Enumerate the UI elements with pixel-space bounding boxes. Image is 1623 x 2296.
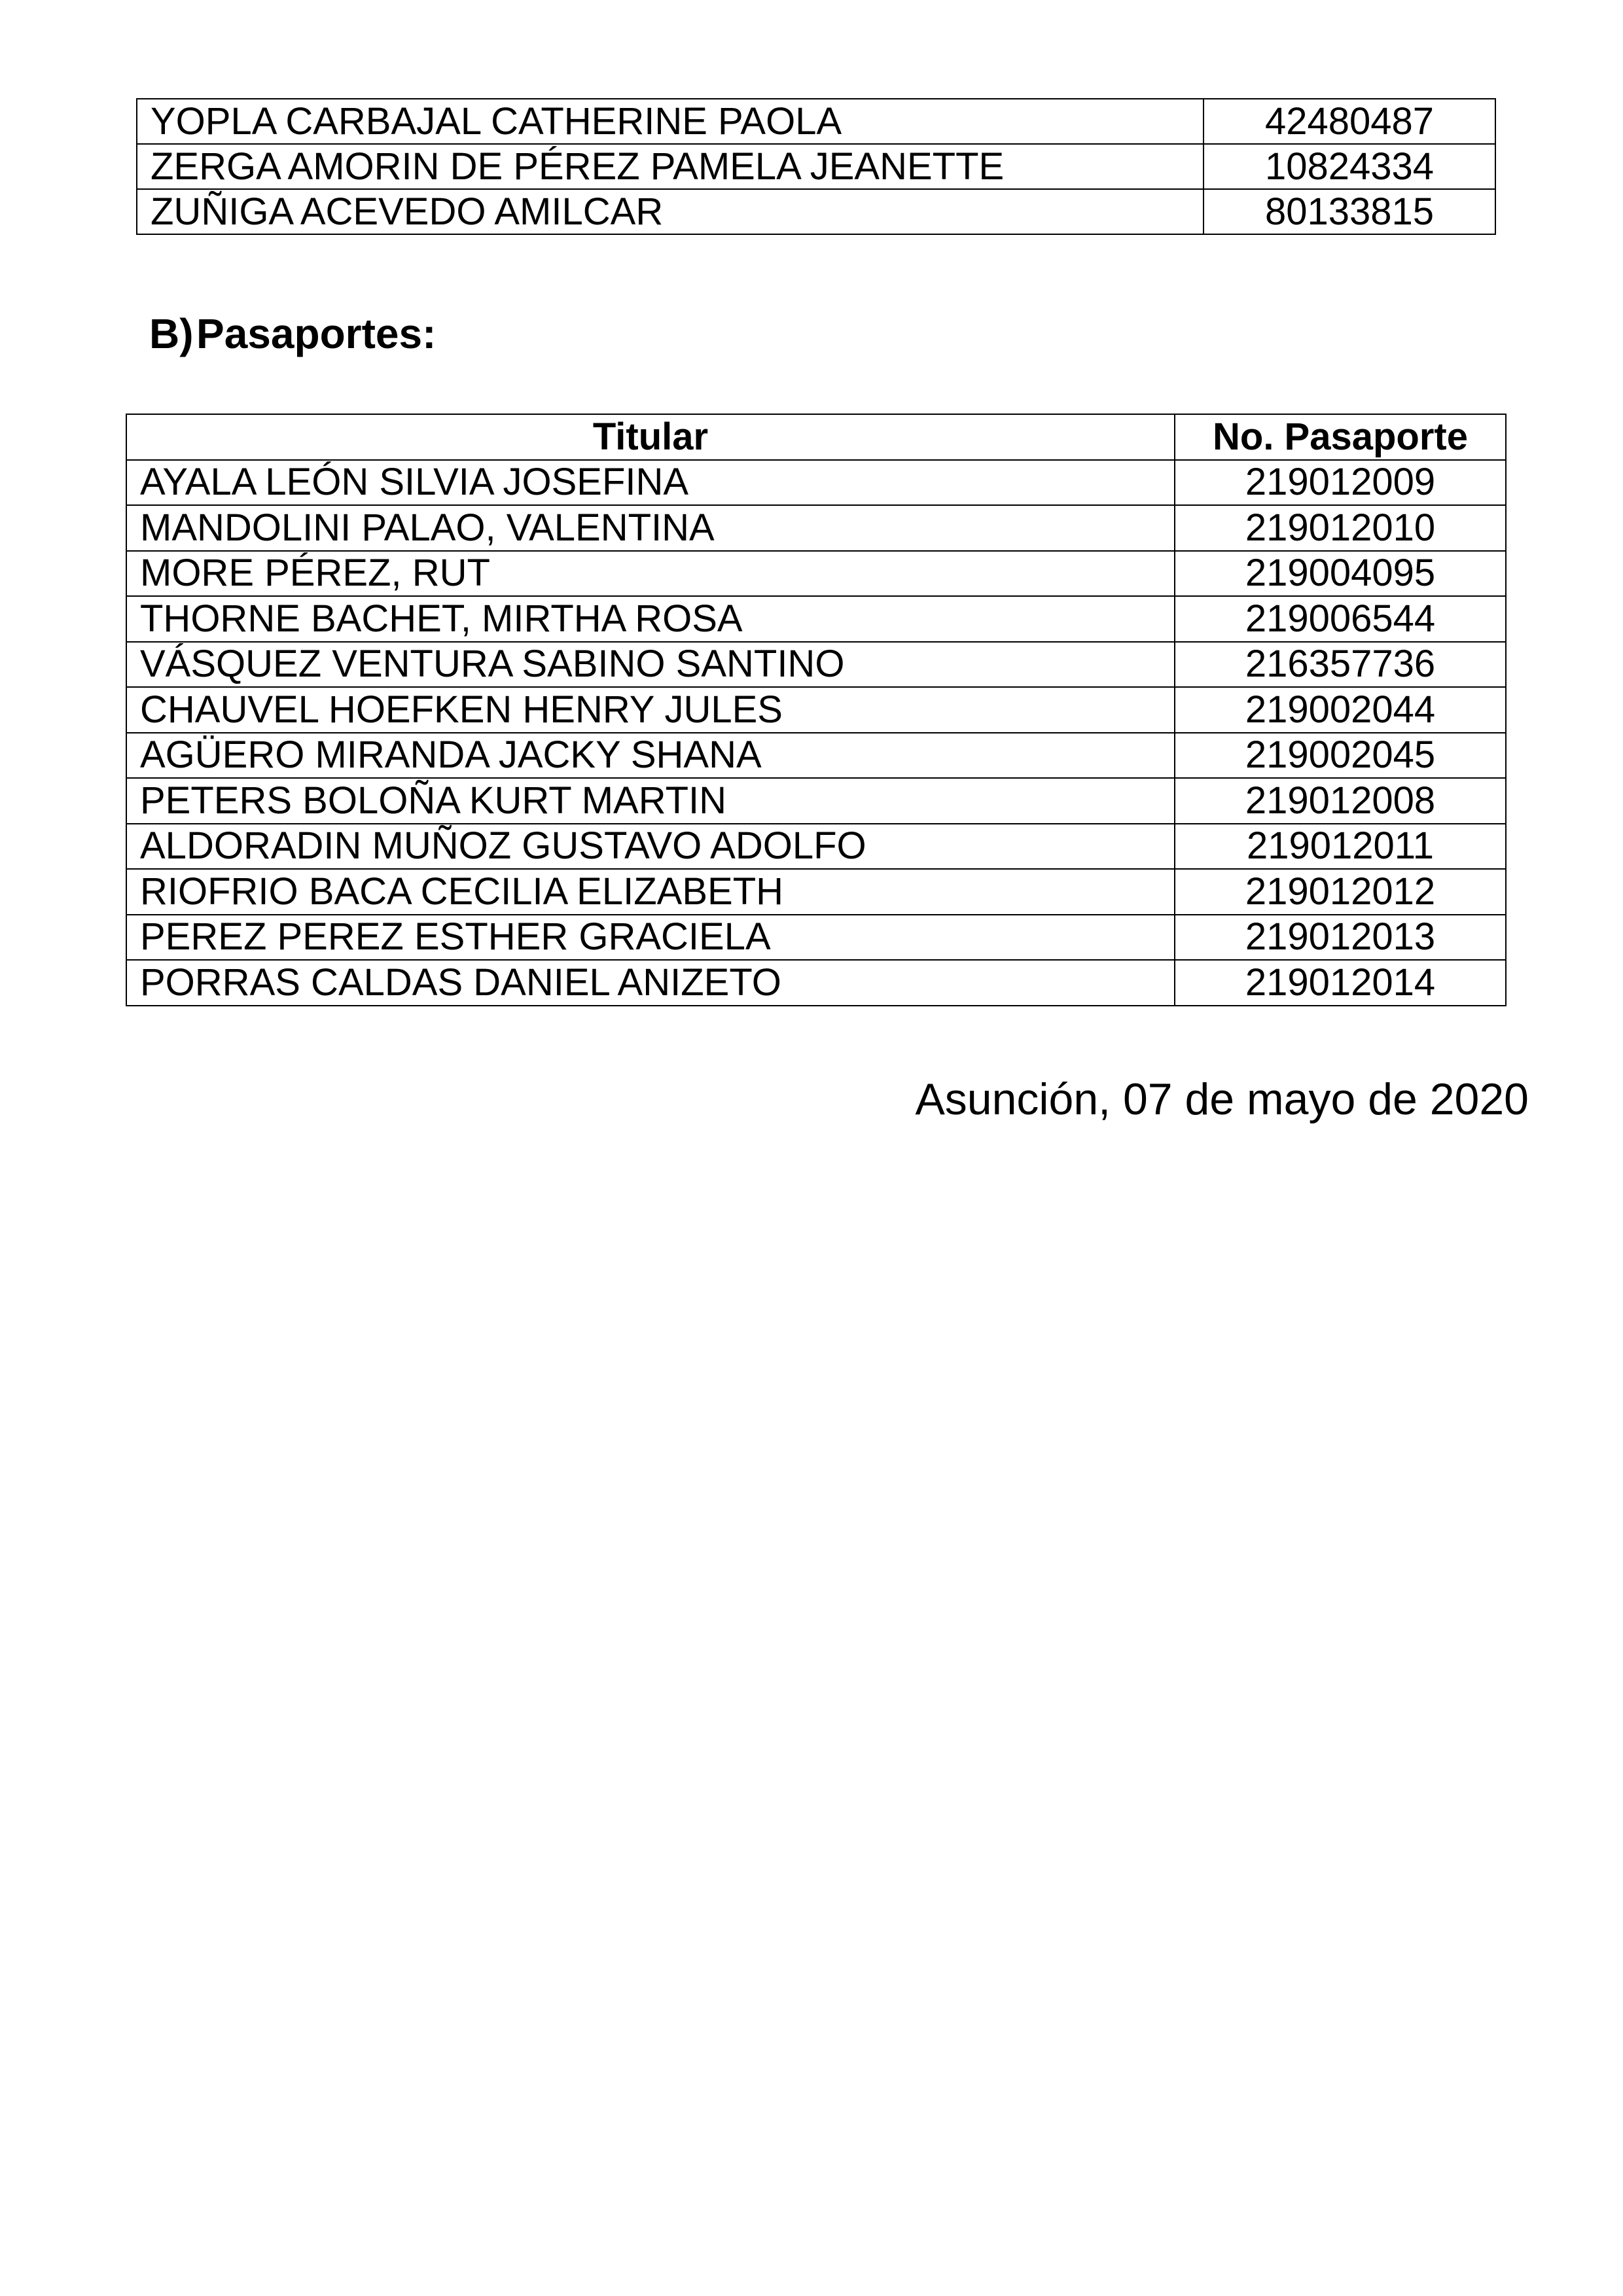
holder-name-cell: MANDOLINI PALAO, VALENTINA xyxy=(126,505,1175,551)
document-id-table xyxy=(136,98,1496,235)
holder-name-cell: ZERGA AMORIN DE PÉREZ PAMELA JEANETTE xyxy=(137,144,1204,189)
passport-number-cell: 216357736 xyxy=(1175,642,1506,688)
document-number-cell: 10824334 xyxy=(1204,144,1495,189)
passport-number-cell: 219012010 xyxy=(1175,505,1506,551)
table-row xyxy=(126,551,1506,597)
section-heading-passports xyxy=(149,310,437,357)
table-row xyxy=(126,915,1506,961)
passports-table xyxy=(126,414,1507,1006)
place-and-date: Asunción, 07 de mayo de 2020 xyxy=(915,1074,1529,1124)
section-letter: B) xyxy=(149,310,194,357)
table-row xyxy=(126,460,1506,506)
passport-number-cell: 219004095 xyxy=(1175,551,1506,597)
passport-number-cell: 219002044 xyxy=(1175,687,1506,733)
holder-name-cell: YOPLA CARBAJAL CATHERINE PAOLA xyxy=(137,99,1204,144)
document-number-cell: 80133815 xyxy=(1204,189,1495,234)
table-row xyxy=(126,687,1506,733)
holder-name-cell: RIOFRIO BACA CECILIA ELIZABETH xyxy=(126,869,1175,915)
section-title: Pasaportes: xyxy=(196,310,437,357)
holder-name-cell: AGÜERO MIRANDA JACKY SHANA xyxy=(126,733,1175,779)
document-number-cell: 42480487 xyxy=(1204,99,1495,144)
table-row xyxy=(126,596,1506,642)
passport-number-cell: 219012013 xyxy=(1175,915,1506,961)
passport-number-cell: 219012008 xyxy=(1175,778,1506,824)
table-header-row xyxy=(126,414,1506,460)
passport-number-cell: 219012009 xyxy=(1175,460,1506,506)
holder-name-cell: ALDORADIN MUÑOZ GUSTAVO ADOLFO xyxy=(126,824,1175,870)
table-row xyxy=(126,505,1506,551)
holder-name-cell: PETERS BOLOÑA KURT MARTIN xyxy=(126,778,1175,824)
holder-name-cell: ZUÑIGA ACEVEDO AMILCAR xyxy=(137,189,1204,234)
holder-name-cell: VÁSQUEZ VENTURA SABINO SANTINO xyxy=(126,642,1175,688)
holder-name-cell: PEREZ PEREZ ESTHER GRACIELA xyxy=(126,915,1175,961)
passport-number-cell: 219012012 xyxy=(1175,869,1506,915)
table-row xyxy=(126,642,1506,688)
table-row xyxy=(126,824,1506,870)
column-header-passport: No. Pasaporte xyxy=(1175,414,1506,460)
passport-number-cell: 219012011 xyxy=(1175,824,1506,870)
table-row xyxy=(126,733,1506,779)
passport-number-cell: 219006544 xyxy=(1175,596,1506,642)
column-header-holder: Titular xyxy=(126,414,1175,460)
holder-name-cell: MORE PÉREZ, RUT xyxy=(126,551,1175,597)
table-row xyxy=(137,189,1495,234)
table-row xyxy=(126,869,1506,915)
holder-name-cell: CHAUVEL HOEFKEN HENRY JULES xyxy=(126,687,1175,733)
holder-name-cell: THORNE BACHET, MIRTHA ROSA xyxy=(126,596,1175,642)
table-row xyxy=(137,99,1495,144)
holder-name-cell: PORRAS CALDAS DANIEL ANIZETO xyxy=(126,960,1175,1006)
passport-number-cell: 219002045 xyxy=(1175,733,1506,779)
table-row xyxy=(137,144,1495,189)
table-row xyxy=(126,960,1506,1006)
holder-name-cell: AYALA LEÓN SILVIA JOSEFINA xyxy=(126,460,1175,506)
table-row xyxy=(126,778,1506,824)
passport-number-cell: 219012014 xyxy=(1175,960,1506,1006)
